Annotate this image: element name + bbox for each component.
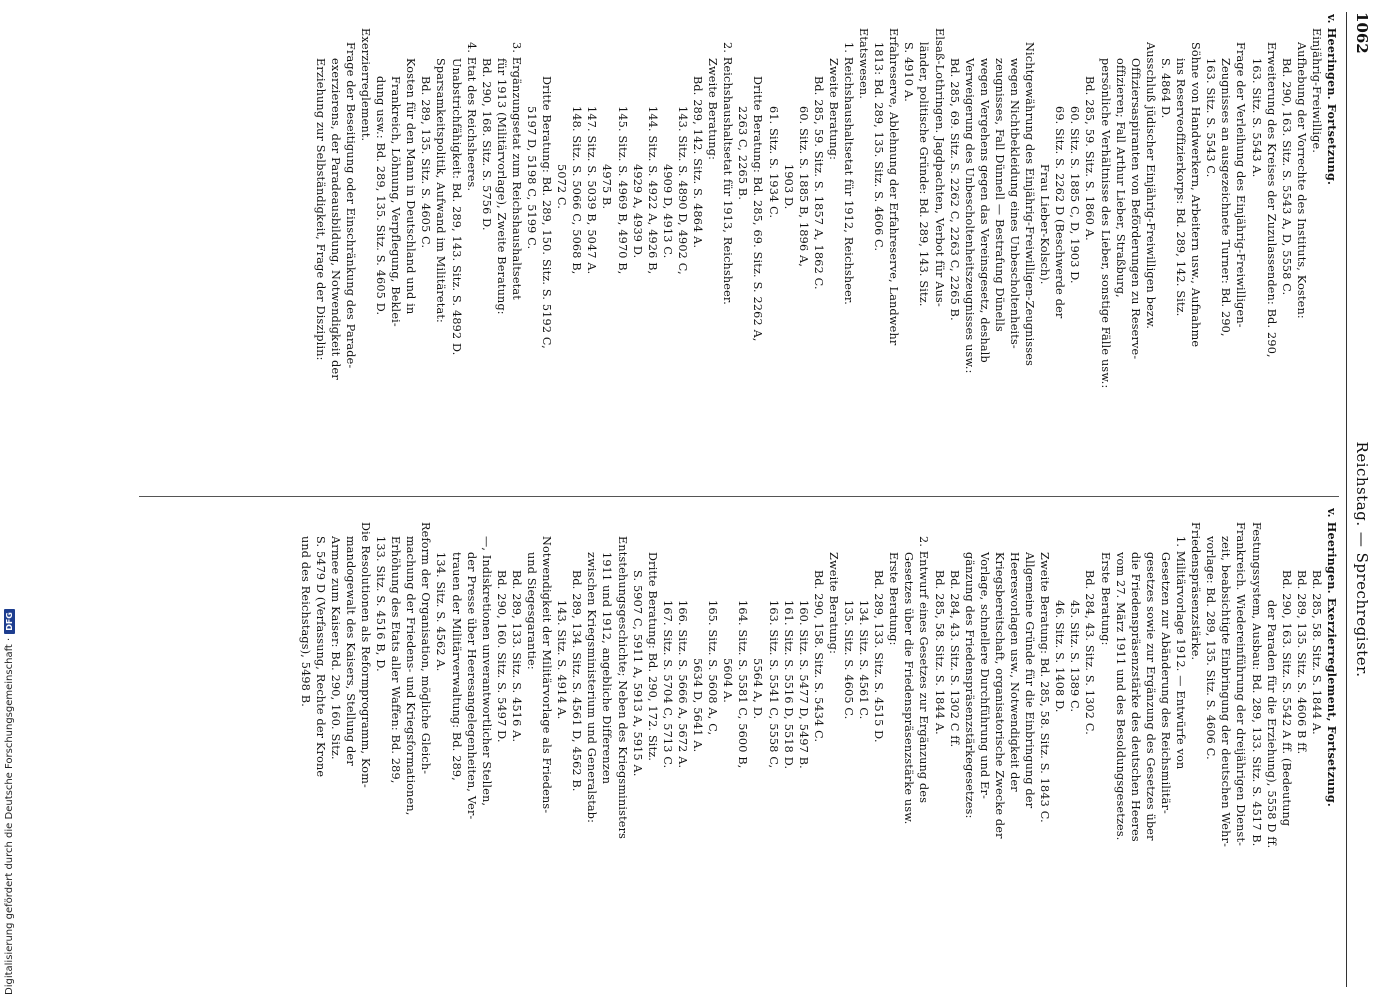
index-line: Armee zum Kaiser: Bd. 290, 160. Sitz. xyxy=(328,536,342,760)
index-line: 4. Etat des Reichsheeres. xyxy=(464,42,478,192)
index-line: Exerzierreglement. xyxy=(359,28,372,142)
index-line: 5634 D, 5641 A. xyxy=(691,658,705,753)
index-line: 1911 und 1912, angebliche Differenzen xyxy=(600,552,614,785)
index-line: Kosten für den Mann in Deutschland und in xyxy=(404,58,418,315)
index-line: dung usw.: Bd. 289, 135. Sitz. S. 4605 D. xyxy=(374,76,388,316)
index-line: Bd. 285, 58. Sitz. S. 1844 A. xyxy=(932,570,946,735)
index-line: 143. Sitz. S. 4914 A. xyxy=(555,600,569,720)
index-line: Einjährig-Freiwillige. xyxy=(1309,28,1323,154)
index-line: Etatswesen. xyxy=(857,28,871,100)
index-line: Bd. 290, 158. Sitz. S. 5434 C. xyxy=(811,570,825,743)
index-line: S. 5479 D (Verfassung, Rechte der Krone xyxy=(313,536,327,778)
index-line: die Friedenspräsenzstärke des deutschen Heeres xyxy=(1128,552,1142,842)
index-line: 1. Reichshaushaltsetat für 1912, Reichsheer. xyxy=(842,42,855,306)
index-line: 134. Sitz. S. 4562 A. xyxy=(434,552,448,672)
index-line: Bd. 290, 160. Sitz. S. 5497 D. xyxy=(494,570,508,743)
index-line: 5604 A. xyxy=(721,658,735,704)
index-line: Zweite Beratung: xyxy=(826,58,840,161)
index-line: 163. Sitz. S. 5543 A. xyxy=(1249,58,1263,178)
page-header xyxy=(1347,12,1377,987)
index-line: zeugnisses, Fall Dünnell — Bestrafung Dünells xyxy=(992,58,1006,332)
index-line: 3. Ergänzungsetat zum Reichshaushaltsetat xyxy=(509,42,523,300)
index-line: 163. Sitz. S. 5541 C, 5558 C, xyxy=(766,600,780,769)
index-line: Bd. 284, 43. Sitz. S. 1302 C. xyxy=(1083,570,1097,735)
index-line: 147. Sitz. S. 5039 B, 5047 A. xyxy=(585,106,599,275)
index-line: Gesetzen zur Abänderung des Reichsmilitär- xyxy=(1158,552,1172,815)
index-line: Bd. 289, 134. Sitz. S. 4561 D, 4562 B. xyxy=(570,570,584,792)
index-line: Gesetzes über die Friedenspräsenzstärke usw. xyxy=(902,552,916,825)
index-line: Elsaß-Lothringen. Jagdpachten, Verbot für Aus- xyxy=(932,28,946,307)
index-line: vorlage: Bd. 289, 135. Sitz. S. 4606 C. xyxy=(1204,536,1218,760)
index-line: exerzierens, der Paradeausbildung, Notwendigkeit der xyxy=(328,58,342,380)
index-line: S. 4864 D. xyxy=(1158,58,1172,119)
index-line: Bd. 285, 69. Sitz. S. 2262 C, 2263 C, 2265 B. xyxy=(947,58,961,321)
index-line: 4909 D, 4913 C. xyxy=(660,164,674,259)
entry-heading: v. Heeringen. Exerzierreglement, Fortsetzung. xyxy=(1325,508,1339,807)
index-line: 69. Sitz. S. 2262 D (Beschwerde der xyxy=(1053,106,1067,319)
dfg-logo: DFG xyxy=(4,609,15,634)
index-line: 164. Sitz. S. 5581 C, 5600 B, xyxy=(736,600,750,769)
index-line: Erste Beratung: xyxy=(1098,552,1112,646)
index-line: wegen Nichtbekleidung eines Unbescholtenheits- xyxy=(1008,58,1022,349)
index-line: 2. Entwurf eines Gesetzes zur Ergänzung des xyxy=(917,536,931,804)
index-line: Zweite Beratung: xyxy=(706,58,720,161)
index-line: Erste Beratung: xyxy=(887,552,901,646)
index-line: machung der Friedens- und Kriegsformationen, xyxy=(404,536,418,816)
index-line: S. 4910 A. xyxy=(902,42,916,103)
index-line: zeit, beabsichtigte Einbringung der deutschen Wehr- xyxy=(1219,536,1233,848)
index-line: Bd. 289, 135. Sitz. S. 4605 C. xyxy=(419,76,433,249)
index-line: Ausschluß jüdischer Einjährig-Freiwilligen bezw. xyxy=(1143,42,1157,330)
index-line: Erweiterung des Kreises der Zuzulassenden: Bd. 290, xyxy=(1264,42,1278,358)
index-line: Erhöhung des Etats aller Waffen: Bd. 289, xyxy=(389,536,403,784)
index-line: und Siegesgarantie: xyxy=(525,552,539,670)
index-line: 145. Sitz. S. 4969 B, 4970 B, xyxy=(615,106,629,275)
index-line: für 1913 (Militärvorlage), Zweite Beratung: xyxy=(494,58,508,315)
index-line: Bd. 285, 58. Sitz. S. 1844 A. xyxy=(1309,570,1323,735)
index-line: 161. Sitz. S. 5516 D, 5518 D. xyxy=(781,600,795,770)
index-line: Heeresvorlagen usw., Notwendigkeit der xyxy=(1008,552,1022,792)
index-line: 5072 C. xyxy=(555,164,569,210)
index-line: Söhne von Handwerkern, Arbeitern usw., Aufnahme xyxy=(1189,42,1203,348)
index-line: 2. Reichshaushaltsetat für 1913, Reichsheer. xyxy=(721,42,735,306)
index-line: Zweite Beratung: xyxy=(826,552,840,655)
digitization-note xyxy=(0,0,22,1000)
index-line: Sparsamkeitspolitik, Aufwand im Militäretat: xyxy=(434,58,448,323)
index-line: offizieren; Fall Arthur Lieber, Straßburg, xyxy=(1113,58,1127,298)
index-line: Vorlage, schnellere Durchführung und Er- xyxy=(977,552,991,800)
index-line: Bd. 290, 163. Sitz. S. 5542 A ff. (Bedeutung xyxy=(1279,570,1293,827)
index-line: Frankreich, Löhnung, Verpflegung, Beklei- xyxy=(389,76,403,327)
index-line: 4975 B. xyxy=(600,164,614,210)
index-line: S. 5907 C, 5911 A, 5913 A, 5915 A. xyxy=(630,570,644,777)
index-line: Dritte Beratung: Bd. 285, 69. Sitz. S. 2262 A, xyxy=(751,76,765,342)
index-line: Dritte Beratung: Bd. 289, 150. Sitz. S. 5192 C, xyxy=(540,76,554,350)
index-line: 60. Sitz. S. 1885 B, 1896 A, xyxy=(796,106,810,268)
index-line: 5197 D, 5198 C, 5199 C. xyxy=(525,106,539,250)
index-line: 135. Sitz. S. 4605 C. xyxy=(842,600,855,720)
index-line: 4929 A, 4939 D. xyxy=(630,164,644,259)
index-line: 60. Sitz. S. 1885 C, D, 1903 D. xyxy=(1068,106,1082,284)
index-line: 61. Sitz. S. 1934 C. xyxy=(766,106,780,219)
index-line: wegen Vergehens gegen das Vereinsgesetz, deshalb xyxy=(977,58,991,363)
column-divider xyxy=(139,496,1339,497)
index-line: Festungssystem, Ausbau: Bd. 289, 133. Sitz. S. 4517 B. xyxy=(1249,522,1263,847)
index-line: Reform der Organisation, mögliche Gleich- xyxy=(419,522,433,775)
index-line: Die Resolutionen als Reformprogramm, Kom- xyxy=(359,522,372,788)
index-line: zwischen Kriegsministerium und Generalstab: xyxy=(585,552,599,824)
left-column xyxy=(139,14,1339,484)
index-line: 160. Sitz. S. 5477 D, 5497 B. xyxy=(796,600,810,769)
index-line: Dritte Beratung: Bd. 290, 172. Sitz. xyxy=(645,552,659,762)
index-line: Frage der Verleihung des Einjährig-Freiwilligen- xyxy=(1234,42,1248,328)
index-line: Zweite Beratung: Bd. 285, 58. Sitz. S. 1843 C. xyxy=(1038,552,1052,823)
index-line: 143. Sitz. S. 4890 D, 4902 C, xyxy=(675,106,689,275)
index-line: Notwendigkeit der Militärvorlage als Friedens- xyxy=(540,536,554,814)
index-line: vom 27. März 1911 und des Besoldungsgesetzes. xyxy=(1113,552,1127,841)
index-line: Offiziersaspiranten von Beförderungen zu Reserve- xyxy=(1128,58,1142,360)
running-title: Reichstag. — Sprechregister. xyxy=(1353,441,1371,678)
index-line: Bd. 285, 59. Sitz. S. 1860 A. xyxy=(1083,76,1097,241)
index-line: ins Reserveoffizierkorps: Bd. 289, 142. Sitz. xyxy=(1174,58,1188,317)
index-line: —, Indiskretionen unverantwortlicher Stellen, xyxy=(479,536,493,807)
index-line: persönliche Verhältnisse des Lieber, sonstige Fälle usw.: xyxy=(1098,58,1112,389)
index-line: 167. Sitz. S. 5704 C, 5713 C. xyxy=(660,600,674,769)
index-line: 133. Sitz. S. 4516 B, D. xyxy=(374,536,388,672)
index-line: 46. Sitz. S. 1408 D. xyxy=(1053,600,1067,713)
index-line: Erziehung zur Selbständigkeit, Frage der Disziplin: xyxy=(313,58,327,361)
index-line: Bd. 285, 59. Sitz. S. 1857 A, 1862 C. xyxy=(811,76,825,290)
index-line: 144. Sitz. S. 4922 A, 4926 B, xyxy=(645,106,659,275)
index-line: Bd. 289, 133. Sitz. S. 4515 D. xyxy=(872,570,886,743)
index-line: 5564 A, D. xyxy=(751,658,765,720)
index-line: Frage der Beseitigung oder Einschränkung des Parade- xyxy=(343,42,357,369)
index-line: Verweigerung des Unbescholtenheitszeugnisses usw.: xyxy=(962,58,976,374)
index-line: der Presse über Heeresangelegenheiten, Ver- xyxy=(464,552,478,820)
index-line: 163. Sitz. S. 5543 C. xyxy=(1204,58,1218,178)
index-line: Bd. 289, 142. Sitz. S. 4864 A. xyxy=(691,76,705,249)
index-line: Bd. 290, 163. Sitz. S. 5543 A, D, 5558 C. xyxy=(1279,58,1293,296)
index-line: Bd. 290, 168. Sitz. S. 5756 D. xyxy=(479,58,493,231)
index-line: Kriegsbereitschaft, organisatorische Zwecke der xyxy=(992,552,1006,839)
digitization-note-text: Digitalisierung gefördert durch die Deutsche Forschungsgemeinschaft · xyxy=(4,637,15,995)
index-line: Frau Lieber-Kolsch). xyxy=(1038,164,1052,285)
index-line: 1813: Bd. 289, 135. Sitz. S. 4606 C. xyxy=(872,42,886,252)
index-line: Frankreich. Wiedereinführung der dreijährigen Dienst- xyxy=(1234,522,1248,847)
index-line: 134. Sitz. S. 4561 C. xyxy=(857,600,871,720)
index-line: Zeugnisses an ausgezeichnete Turner: Bd. 290, xyxy=(1219,58,1233,337)
index-line: Bd. 289, 135. Sitz. S. 4606 B ff. xyxy=(1294,570,1308,755)
index-line: 148. Sitz. S. 5066 C, 5068 B, xyxy=(570,106,584,275)
index-line: Bd. 284, 43. Sitz. S. 1302 C ff. xyxy=(947,570,961,748)
index-line: Entstehungsgeschichte; Neben des Kriegsministers xyxy=(615,536,629,840)
index-line: Friedenspräsenzstärke. xyxy=(1189,522,1203,661)
index-line: 166. Sitz. S. 5666 A, 5672 A. xyxy=(675,600,689,769)
index-line: gesetzes sowie zur Ergänzung des Gesetzes über xyxy=(1143,552,1157,841)
index-line: 1. Militärvorlage 1912. — Entwürfe von xyxy=(1174,536,1188,770)
index-line: Erfahreserve, Ablehnung der Erfahreserve, Landwehr xyxy=(887,28,901,346)
index-line: Nichtgewährung des Einjährig-Freiwilligen-Zeugnisses xyxy=(1023,42,1037,367)
index-line: und des Reichstags), 5498 B. xyxy=(298,536,312,707)
index-line: länder, politische Gründe: Bd. 289, 143. Sitz. xyxy=(917,42,931,307)
index-line: der Paraden für die Erziehung), 5558 D ff. xyxy=(1264,600,1278,849)
entry-heading: v. Heeringen. Fortsetzung. xyxy=(1325,14,1339,186)
index-line: Bd. 289, 133. Sitz. S. 4516 A. xyxy=(509,570,523,743)
index-line: 2263 C, 2265 B. xyxy=(736,106,750,201)
index-line: gänzung des Friedenspräsenzstärkegesetzes: xyxy=(962,552,976,819)
index-line: Allgemeine Gründe für die Einbringung der xyxy=(1023,552,1037,809)
index-line: 165. Sitz. S. 5608 A, C, xyxy=(706,600,720,736)
index-line: 45. Sitz. S. 1389 C. xyxy=(1068,600,1082,713)
index-line: trauen der Militärverwaltung: Bd. 289, xyxy=(449,552,463,782)
header-rule xyxy=(1346,12,1347,987)
right-column xyxy=(139,508,1339,978)
index-line: Aufhebung der Vorrechte des Instituts, Kosten: xyxy=(1294,42,1308,319)
index-line: mandogewalt des Kaisers, Stellung der xyxy=(343,536,357,766)
index-line: 1903 D. xyxy=(781,164,795,210)
index-line: Unabstrichfähigkeit: Bd. 289, 143. Sitz. S. 4892 D. xyxy=(449,58,463,356)
page-number: 1062 xyxy=(1353,12,1371,54)
